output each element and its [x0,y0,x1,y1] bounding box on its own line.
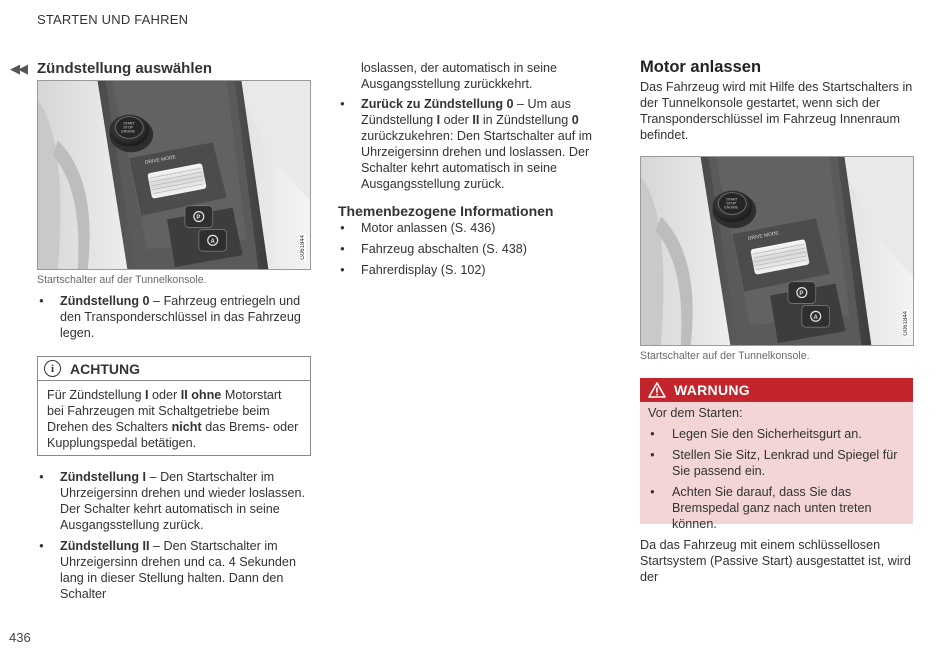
list-item: ● Zündstellung II – Den Startschalter im Uhrzeigersinn drehen und ca. 4 Sekunden lang in dieser Stellung halten. Dann den Schalter [37,538,311,602]
warnung-header [640,378,913,402]
info-circle-icon: i [44,360,61,377]
console-figure [37,80,311,270]
related-link[interactable]: ● Fahrerdisplay (S. 102) [338,262,613,278]
warnung-title: WARNUNG [674,382,750,398]
page-number: 436 [9,630,31,645]
section-heading-motor-anlassen: Motor anlassen [640,58,762,76]
double-chevron-left-icon[interactable]: ◀◀ [10,61,26,76]
console-illustration [641,157,913,345]
list-item: ● Legen Sie den Sicherheitsgurt an. [648,426,905,442]
section-heading-zuendstellung: Zündstellung auswählen [37,60,213,77]
warnung-body [640,402,913,540]
warnung-list [648,426,905,532]
warnung-box [640,378,913,531]
intro-text: Das Fahrzeug wird mit Hilfe des Startschalters in der Tunnelkonsole gestartet, wenn sich der Transponderschlüssel im Fahrzeug Innenraum befindet. [640,80,913,142]
list-item: ● Zündstellung I – Den Startschalter im Uhrzeigersinn drehen und wieder loslassen. Der Schalter kehrt automatisch in seine Ausgangsstellung zurück. [37,469,311,533]
running-header: STARTEN UND FAHREN [37,12,189,27]
console-figure [640,156,914,346]
achtung-body [38,381,310,459]
achtung-box [37,356,311,456]
achtung-title: ACHTUNG [70,360,140,377]
tail-text: Da das Fahrzeug mit einem schlüssellosen Startsystem (Passive Start) ausgestattet ist, wird der [640,538,911,584]
achtung-text: Für Zündstellung I oder II ohne Motorstart bei Fahrzeugen mit Schaltgetriebe beim Drehen des Schalters nicht das Brems- oder Kupplungspedal betätigen. [47,388,299,450]
bullet-list-1 [37,293,311,341]
figure-caption: Startschalter auf der Tunnelkonsole. [37,274,207,286]
figure-code: G061844 [300,235,306,260]
related-link[interactable]: ● Motor anlassen (S. 436) [338,220,613,236]
bullet-list-3 [338,96,613,192]
related-heading: Themenbezogene Informationen [338,203,554,219]
warning-triangle-icon [648,382,666,398]
list-item: ● Zündstellung 0 – Fahrzeug entriegeln und den Transponderschlüssel in das Fahrzeug legen. [37,293,311,341]
continued-text: loslassen, der automatisch in seine Ausgangsstellung zurückkehrt. [361,61,558,91]
warnung-lead: Vor dem Starten: [648,406,743,420]
related-list [338,220,613,278]
list-item: ● Achten Sie darauf, dass Sie das Bremspedal ganz nach unten treten können. [648,484,905,532]
list-item: ● Stellen Sie Sitz, Lenkrad und Spiegel für Sie passend ein. [648,447,905,479]
console-illustration [38,81,310,269]
related-link[interactable]: ● Fahrzeug abschalten (S. 438) [338,241,613,257]
achtung-header [38,357,310,381]
list-item: ● Zurück zu Zündstellung 0 – Um aus Zündstellung I oder II in Zündstellung 0 zurückzukehren: Den Startschalter auf im Uhrzeigersinn drehen und loslassen. Der Schalter kehrt automatisch in seine Ausgangsstellung zurück. [338,96,613,192]
figure-caption: Startschalter auf der Tunnelkonsole. [640,350,810,362]
figure-code: G061844 [903,311,909,336]
bullet-list-2 [37,469,311,602]
